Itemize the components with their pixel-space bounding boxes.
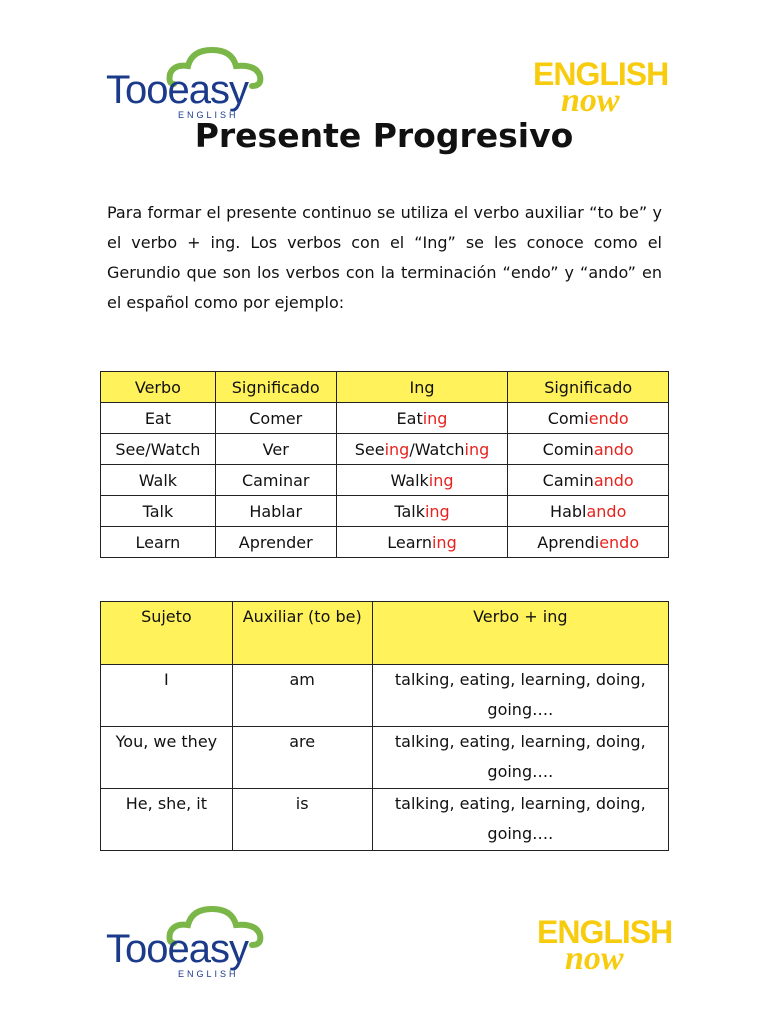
verb-cell: Talk [101,496,216,527]
verb-cell: Learn [101,527,216,558]
table-row [101,665,669,727]
wordmark-part: Too [106,927,168,971]
suffix-highlight: ando [593,470,634,490]
english-now-line2: now [561,82,620,119]
column-header: Verbo + ing [372,602,668,665]
verb-cell: Eat [101,403,216,434]
table-row [101,789,669,851]
suffix-highlight: ing [424,501,450,521]
verbs-cell: talking, eating, learning, doing, going…. [372,665,668,727]
suffix-highlight: endo [599,532,640,552]
suffix-highlight: ing [428,470,454,490]
tooeasy-subtitle: ENGLISH [178,110,239,120]
gerund-cell [508,527,669,558]
column-header: Ing [336,372,508,403]
verb-cell: Walk [101,465,216,496]
conjugation-table-header-row [101,602,669,665]
table-row [101,496,669,527]
column-header: Significado [508,372,669,403]
wordmark-part: Too [106,68,168,112]
meaning-cell: Ver [215,434,336,465]
ing-form-cell [336,434,508,465]
column-header: Verbo [101,372,216,403]
meaning-cell: Aprender [215,527,336,558]
word-stem: Aprendi [537,532,600,552]
word-stem: Talk [394,501,425,521]
column-header: Sujeto [101,602,233,665]
table-row [101,527,669,558]
conjugation-table [100,601,669,851]
table-row [101,465,669,496]
page-title: Presente Progresivo [194,116,574,155]
meaning-cell: Hablar [215,496,336,527]
suffix-highlight: ando [593,439,634,459]
column-header: Significado [215,372,336,403]
gerund-cell [508,403,669,434]
subject-cell: I [101,665,233,727]
subject-cell: You, we they [101,727,233,789]
subject-cell: He, she, it [101,789,233,851]
suffix-highlight: ing [422,408,448,428]
auxiliary-cell: am [232,665,372,727]
tooeasy-wordmark [106,70,248,110]
column-header: Auxiliar (to be) [232,602,372,665]
gerund-cell [508,434,669,465]
suffix-highlight: ing [384,439,410,459]
verbs-table-header-row [101,372,669,403]
intro-paragraph: Para formar el presente continuo se utiliza el verbo auxiliar “to be” y el verbo + ing. Los verbos con el “Ing” se les conoce como el Gerundio que son los verbos con la terminación “endo” y “ando” en el español como por ejemplo: [107,203,662,312]
english-now-logo-footer [537,914,673,986]
ing-form-cell [336,496,508,527]
auxiliary-cell: are [232,727,372,789]
word-stem: /Watch [409,439,465,459]
word-stem: See [354,439,385,459]
table-row [101,434,669,465]
word-stem: Eat [396,408,423,428]
tooeasy-wordmark [106,929,248,969]
english-now-line1: ENGLISH [533,56,669,92]
wordmark-part: easy [167,927,248,971]
word-stem: Comin [542,439,594,459]
table-row [101,403,669,434]
wordmark-part: easy [167,68,248,112]
suffix-highlight: ando [586,501,627,521]
word-stem: Walk [390,470,429,490]
gerund-cell [508,465,669,496]
meaning-cell: Comer [215,403,336,434]
verbs-table [100,371,669,558]
auxiliary-cell: is [232,789,372,851]
word-stem: Camin [542,470,594,490]
word-stem: Learn [387,532,432,552]
verbs-cell: talking, eating, learning, doing, going…. [372,727,668,789]
ing-form-cell [336,527,508,558]
ing-form-cell [336,403,508,434]
verb-cell: See/Watch [101,434,216,465]
english-now-line2: now [565,940,624,977]
suffix-highlight: endo [588,408,629,428]
suffix-highlight: ing [431,532,457,552]
ing-form-cell [336,465,508,496]
meaning-cell: Caminar [215,465,336,496]
suffix-highlight: ing [464,439,490,459]
english-now-line1: ENGLISH [537,914,673,950]
gerund-cell [508,496,669,527]
tooeasy-subtitle: ENGLISH [178,969,239,979]
table-row [101,727,669,789]
word-stem: Habl [550,501,587,521]
tooeasy-logo-footer [106,907,266,987]
verbs-cell: talking, eating, learning, doing, going…. [372,789,668,851]
word-stem: Comi [547,408,589,428]
